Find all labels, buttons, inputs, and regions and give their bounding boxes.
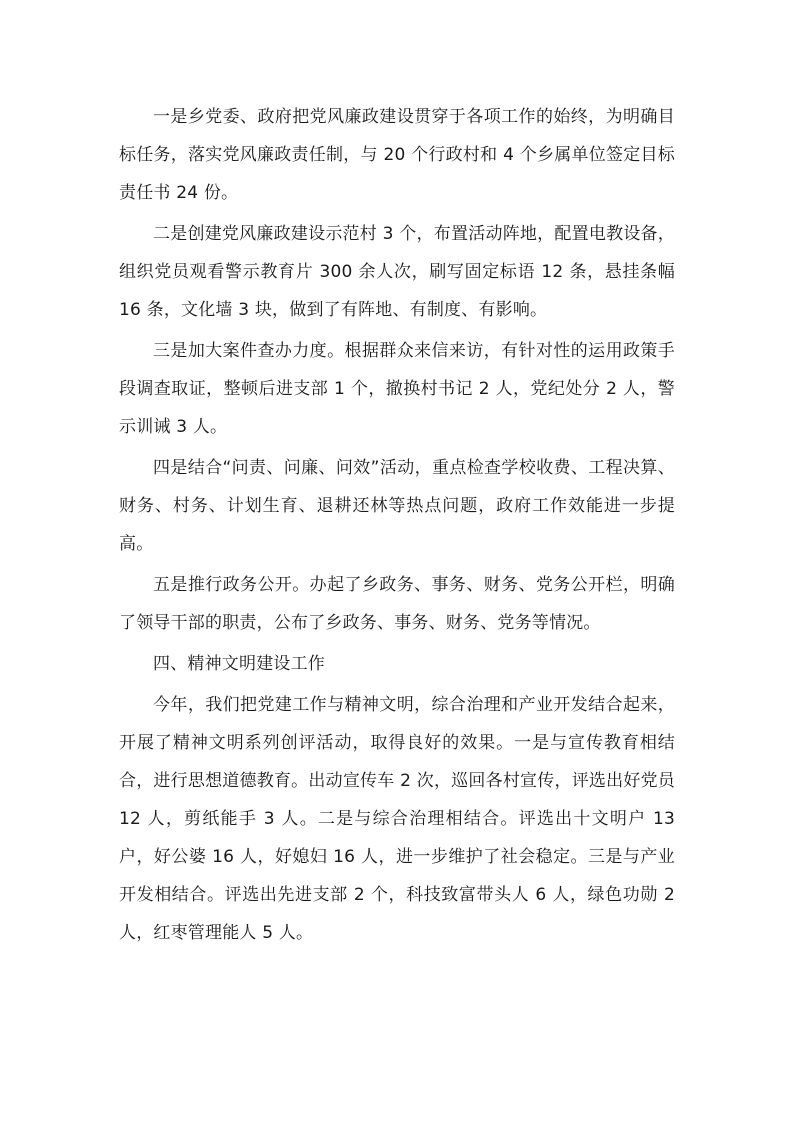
closing-paragraph: 今年，我们把党建工作与精神文明，综合治理和产业开发结合起来，开展了精神文明系列创评活动，取得良好的效果。一是与宣传教育相结合，进行思想道德教育。出动宣传车 2 次，巡回各村宣传，评选出好党员 12 人，剪纸能手 3 人。二是与综合治理相结合。评选出十文明户 13 户，好公婆 16 人，好媳妇 16 人，进一步维护了社会稳定。三是与产业开发相结合。评选出先进支部 2 个，科技致富带头人 6 人，绿色功勋 2 人，红枣管理能人 5 人。 — [119, 695, 675, 943]
paragraph-4: 四是结合“问责、问廉、问效”活动，重点检查学校收费、工程决算、财务、村务、计划生育、退耕还林等热点问题，政府工作效能进一步提高。 — [119, 458, 675, 554]
paragraph-5: 五是推行政务公开。办起了乡政务、事务、财务、党务公开栏，明确了领导干部的职责，公布了乡政务、事务、财务、党务等情况。 — [119, 575, 675, 633]
section-heading: 四、精神文明建设工作 — [153, 654, 325, 674]
document-body — [119, 98, 675, 955]
paragraph-2: 二是创建党风廉政建设示范村 3 个，布置活动阵地，配置电教设备，组织党员观看警示教育片 300 余人次，刷写固定标语 12 条，悬挂条幅 16 条，文化墙 3 块，做到了有阵地、有制度、有影响。 — [119, 224, 675, 320]
paragraph-3: 三是加大案件查办力度。根据群众来信来访，有针对性的运用政策手段调查取证，整顿后进支部 1 个，撤换村书记 2 人，党纪处分 2 人，警示训诫 3 人。 — [119, 341, 675, 437]
paragraph-1: 一是乡党委、政府把党风廉政建设贯穿于各项工作的始终，为明确目标任务，落实党风廉政责任制，与 20 个行政村和 4 个乡属单位签定目标责任书 24 份。 — [119, 107, 675, 203]
